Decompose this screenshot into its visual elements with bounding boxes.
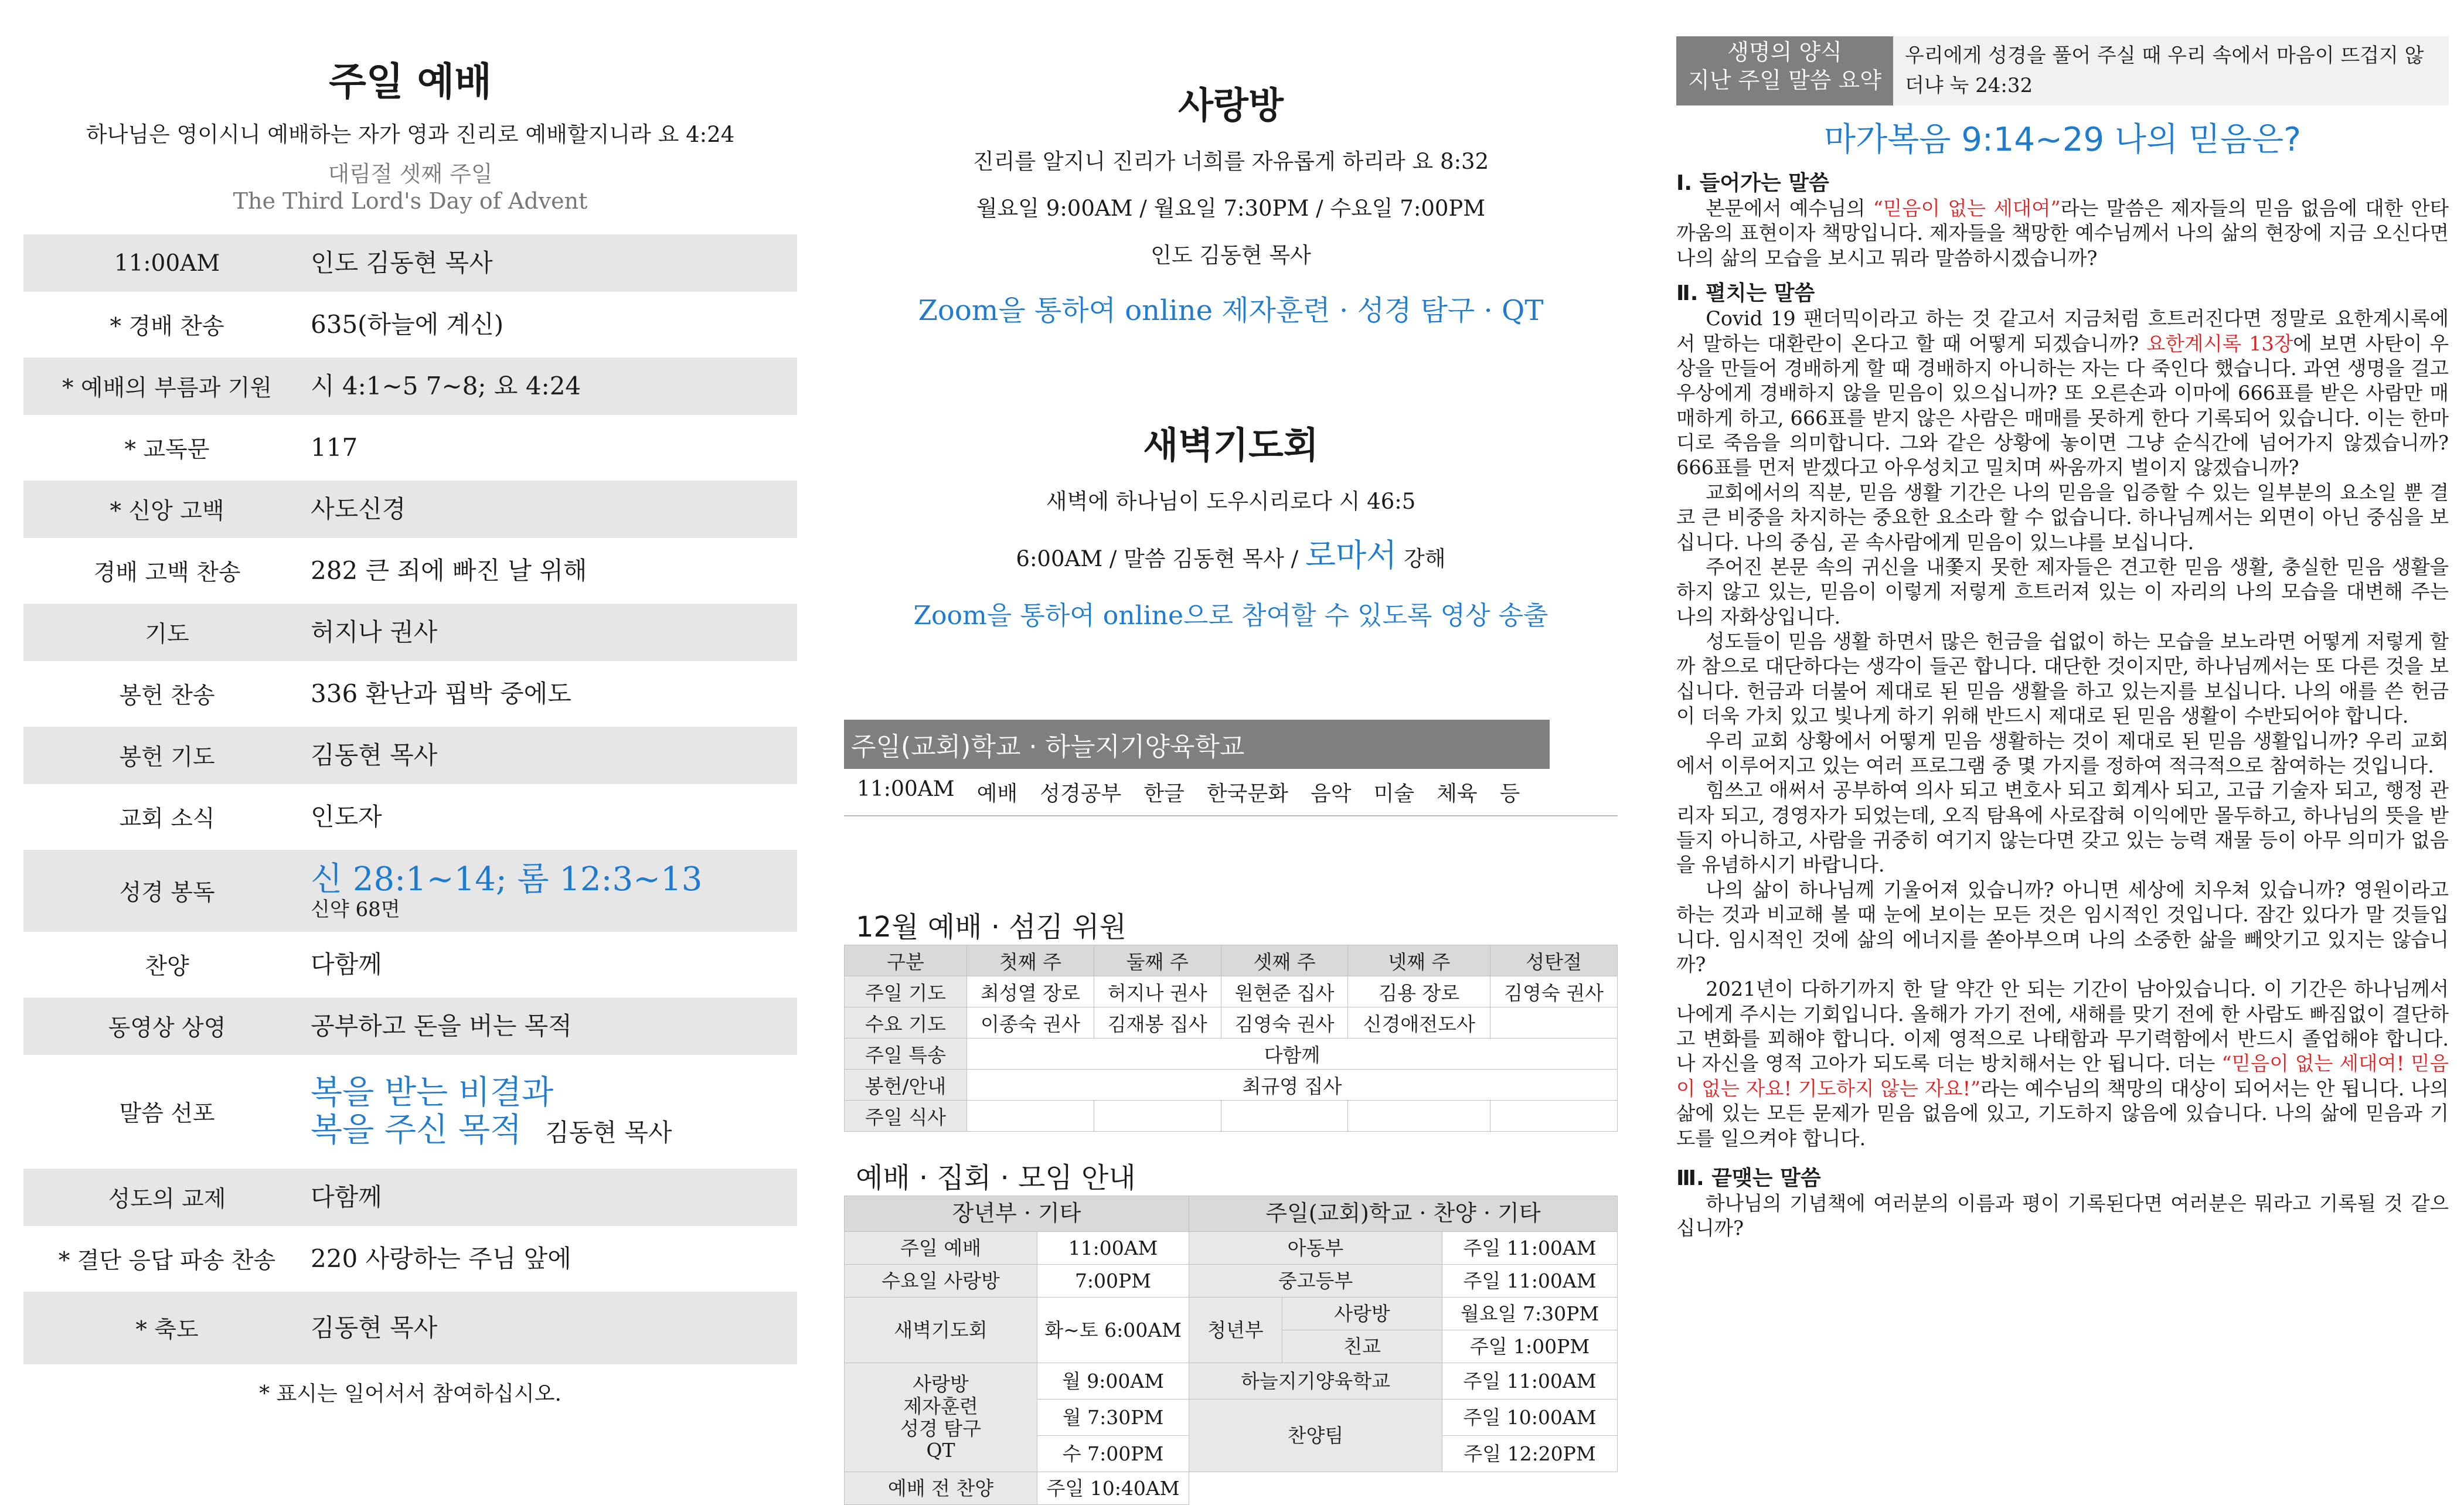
meet-time: 주일 1:00PM bbox=[1442, 1330, 1618, 1363]
meet-time: 월 7:30PM bbox=[1037, 1400, 1189, 1436]
table-row bbox=[845, 976, 1618, 1007]
para-highlight: “믿음이 없는 세대여! 믿음이 없는 자요! 기도하지 않는 자요!” bbox=[1676, 1052, 2449, 1100]
duty-cell: 주일 식사 bbox=[845, 1101, 967, 1132]
meet-label: 하늘지기양육학교 bbox=[1189, 1363, 1442, 1400]
meet-label-line: 사랑방 bbox=[913, 1372, 969, 1395]
meetings-header-left: 장년부 · 기타 bbox=[845, 1196, 1189, 1232]
order-row bbox=[23, 419, 797, 476]
meet-label: 예배 전 찬양 bbox=[845, 1472, 1037, 1505]
order-row bbox=[23, 1292, 797, 1364]
para-text: 2021년이 다하기까지 한 달 약간 안 되는 기간이 남아있습니다. 이 기간은 하나님께서 나에게 주시는 기회입니다. 올해가 가기 전에, 새해를 맞기 전에 한 사람도 빠짐없이 결단하고 변화를 꾀해야 합니다. 이제 영적으로 나태함과 무기력함에서 반드시 졸업해야 합니다. 나 자신을 영적 고아가 되도록 더는 방치해서는 안 됩니다. 더는 bbox=[1676, 978, 2449, 1075]
order-value: 공부하고 돈을 버는 목적 bbox=[311, 1012, 572, 1041]
duty-header: 넷째 주 bbox=[1348, 945, 1490, 976]
duty-header: 구분 bbox=[845, 945, 967, 976]
duty-cell: 김재봉 집사 bbox=[1094, 1007, 1221, 1038]
meet-time: 월요일 7:30PM bbox=[1442, 1298, 1618, 1330]
sermon-paragraph: 하나님의 기념책에 여러분의 이름과 평이 기록된다면 여러분은 뭐라고 기록될 것 같으십니까? bbox=[1676, 1191, 2449, 1240]
meet-label: 친교 bbox=[1282, 1330, 1442, 1363]
order-value: 117 bbox=[311, 433, 358, 462]
school-items bbox=[844, 769, 1618, 816]
meet-label-line: 성경 탐구 bbox=[900, 1417, 981, 1440]
table-row bbox=[845, 1007, 1618, 1038]
meet-label: 주일 예배 bbox=[845, 1232, 1037, 1265]
sermon-title-line1: 복을 받는 비결과 bbox=[311, 1073, 554, 1112]
order-value: 허지나 권사 bbox=[311, 618, 438, 647]
sermon-paragraph: 주어진 본문 속의 귀신을 내쫓지 못한 제자들은 견고한 믿음 생활, 충실한 믿음 생활을 하지 않고 있는, 믿음이 이렇게 저렇게 흐트러져 있는 이 자리의 나의 모습을 대변해 주는 나의 자화상입니다. bbox=[1676, 555, 2449, 628]
order-label: * 신앙 고백 bbox=[110, 498, 224, 525]
dawn-time-pre: 6:00AM / 말씀 김동현 목사 / bbox=[1016, 546, 1299, 571]
sermon-header bbox=[1676, 36, 2449, 105]
sermon-title: 마가복음 9:14~29 나의 믿음은? bbox=[1824, 121, 2301, 159]
order-row bbox=[23, 665, 797, 723]
para-highlight: 요한계시록 13장 bbox=[2146, 332, 2293, 355]
dawn-verse: 새벽에 하나님이 도우시리로다 시 46:5 bbox=[1046, 489, 1416, 514]
duty-cell: 김영숙 권사 bbox=[1490, 976, 1618, 1007]
meetings-table bbox=[844, 1196, 1618, 1505]
order-row bbox=[23, 1169, 797, 1226]
advent-week-ko: 대림절 셋째 주일 bbox=[328, 161, 493, 188]
dawn-title: 새벽기도회 bbox=[1143, 424, 1319, 467]
order-label: * 축도 bbox=[135, 1317, 199, 1344]
duty-cell bbox=[1348, 1101, 1490, 1132]
order-row bbox=[23, 296, 797, 353]
sermon-section-heading: Ⅰ. 들어가는 말씀 bbox=[1676, 171, 1829, 195]
sermon-section-heading: Ⅱ. 펼치는 말씀 bbox=[1676, 281, 1815, 306]
order-value: 인도 김동현 목사 bbox=[311, 248, 493, 278]
sarangbang-leader: 인도 김동현 목사 bbox=[1151, 243, 1311, 268]
order-value: 김동현 목사 bbox=[311, 1313, 438, 1343]
duty-cell: 다함께 bbox=[967, 1038, 1618, 1070]
sarangbang-zoom: Zoom을 통하여 online 제자훈련 · 성경 탐구 · QT bbox=[918, 294, 1544, 327]
duty-cell: 김용 장로 bbox=[1348, 976, 1490, 1007]
worship-verse: 하나님은 영이시니 예배하는 자가 영과 진리로 예배할지니라 요 4:24 bbox=[86, 122, 735, 148]
meet-label: 찬양팀 bbox=[1189, 1400, 1442, 1472]
order-label: * 경배 찬송 bbox=[110, 314, 224, 341]
sermon-header-label bbox=[1676, 36, 1893, 105]
school-item: 성경공부 bbox=[1040, 782, 1122, 806]
duty-header: 셋째 주 bbox=[1221, 945, 1348, 976]
order-label: 성도의 교제 bbox=[108, 1186, 226, 1213]
meetings-header-right: 주일(교회)학교 · 찬양 · 기타 bbox=[1189, 1196, 1618, 1232]
meet-label: 사랑방 bbox=[1282, 1298, 1442, 1330]
duty-cell: 봉헌/안내 bbox=[845, 1070, 967, 1101]
duty-cell: 김영숙 권사 bbox=[1221, 1007, 1348, 1038]
duty-cell: 최성열 장로 bbox=[967, 976, 1094, 1007]
standing-note: * 표시는 일어서서 참여하십시오. bbox=[259, 1382, 561, 1407]
duty-cell: 주일 기도 bbox=[845, 976, 967, 1007]
order-label: 교회 소식 bbox=[119, 806, 215, 833]
sermon-header-label-line2: 지난 주일 말씀 요약 bbox=[1688, 67, 1881, 93]
duty-header: 첫째 주 bbox=[967, 945, 1094, 976]
sermon-title-line2: 복을 주신 목적 bbox=[311, 1111, 522, 1150]
worship-order-list bbox=[23, 234, 797, 1364]
sermon-paragraph: 교회에서의 직분, 믿음 생활 기간은 나의 믿음을 입증할 수 있는 일부분의 요소일 뿐 결코 큰 비중을 차지하는 중요한 요소라 할 수 없습니다. 하나님께서는 외면이 아닌 중심을 보십니다. 나의 중심, 곧 속사람에게 믿음이 있느냐를 보십니다. bbox=[1676, 481, 2449, 554]
order-label: * 교독문 bbox=[124, 437, 210, 464]
order-label: 경배 고백 찬송 bbox=[93, 560, 241, 587]
order-value bbox=[311, 861, 797, 921]
sermon-paragraph: 나의 삶이 하나님께 기울어져 있습니까? 아니면 세상에 치우쳐 있습니까? 영원이라고 하는 것과 비교해 볼 때 눈에 보이는 모든 것은 임시적인 것입니다. 잠간 있다가 말 것들입니다. 임시적인 것에 삶의 에너지를 쏟아부으며 나의 소중한 삶을 빼앗기고 있지는 않습니까? bbox=[1676, 878, 2449, 976]
order-label: 11:00AM bbox=[114, 250, 220, 277]
order-value: 김동현 목사 bbox=[311, 741, 438, 770]
duty-cell: 주일 특송 bbox=[845, 1038, 967, 1070]
table-row bbox=[845, 1298, 1618, 1330]
sermon-paragraph bbox=[1676, 196, 2449, 271]
advent-week-en: The Third Lord's Day of Advent bbox=[233, 188, 588, 214]
order-row bbox=[23, 727, 797, 784]
dawn-book: 로마서 bbox=[1305, 537, 1397, 574]
worship-column bbox=[23, 59, 797, 1407]
school-item: 음악 bbox=[1310, 782, 1352, 806]
duty-cell bbox=[967, 1101, 1094, 1132]
meet-label: 수요일 사랑방 bbox=[845, 1265, 1037, 1298]
order-row bbox=[23, 604, 797, 661]
order-row bbox=[23, 481, 797, 538]
scripture-page: 신약 68면 bbox=[311, 898, 400, 922]
table-row bbox=[845, 1038, 1618, 1070]
sermon-paragraph: 우리 교회 상황에서 어떻게 믿음 생활하는 것이 제대로 된 믿음 생활입니까? 우리 교회에서 이루어지고 있는 여러 프로그램 중 몇 가지를 정하여 적극적으로 참여하는 것입니다. bbox=[1676, 729, 2449, 777]
para-text: 에 보면 사탄이 우상을 만들어 경배하게 할 때 경배하지 아니하는 자는 다 죽인다 했습니다. 과연 생명을 걸고 우상에게 경배하지 않을 믿음이 있으십니까? 또 오른손과 이마에 666표를 받은 사람만 매매하게 하고, 666표를 받지 않은 사람은 매매를 못하게 한다 기록되어 있습니다. 이는 한마디로 죽음을 의미합니다. 그와 같은 상황에 놓이면 그냥 순식간에 넘어가지 않겠습니까? 666표를 먼저 받겠다고 아우성치고 밀치며 싸움까지 벌이지 않겠습니까? bbox=[1676, 332, 2449, 479]
order-label: * 예배의 부름과 기원 bbox=[62, 375, 273, 402]
info-column bbox=[844, 76, 1618, 1505]
table-row bbox=[845, 1265, 1618, 1298]
school-item: 미술 bbox=[1373, 782, 1415, 806]
order-value: 다함께 bbox=[311, 950, 382, 979]
meetings-title: 예배 · 집회 · 모임 안내 bbox=[856, 1162, 1136, 1194]
order-row bbox=[23, 788, 797, 846]
sarangbang-verse: 진리를 알지니 진리가 너희를 자유롭게 하리라 요 8:32 bbox=[972, 149, 1489, 174]
sarangbang-title: 사랑방 bbox=[1178, 84, 1284, 127]
meet-label bbox=[845, 1363, 1037, 1472]
duty-cell: 원현준 집사 bbox=[1221, 976, 1348, 1007]
duty-cell: 허지나 권사 bbox=[1094, 976, 1221, 1007]
table-row bbox=[845, 1101, 1618, 1132]
order-row-sermon bbox=[23, 1059, 797, 1164]
school-item: 예배 bbox=[976, 782, 1018, 806]
para-highlight: “믿음이 없는 세대여” bbox=[1873, 197, 2061, 220]
order-value bbox=[311, 1074, 797, 1150]
meet-time: 주일 11:00AM bbox=[1442, 1232, 1618, 1265]
meet-time: 7:00PM bbox=[1037, 1265, 1189, 1298]
school-item: 11:00AM bbox=[857, 777, 955, 801]
para-text: 라는 말씀은 제자들의 믿음 없음에 대한 안타까움의 표현이자 책망입니다. 제자들을 책망한 예수님께서 나의 삶의 현장에 지금 오신다면 나의 삶의 모습을 보시고 뭐라 말씀하시겠습니까? bbox=[1676, 197, 2449, 270]
scripture-reference: 신 28:1~14; 롬 12:3~13 bbox=[311, 860, 703, 898]
para-text: 라는 예수님의 책망의 대상이 되어서는 안 됩니다. 나의 삶에 있는 모든 문제가 믿음 없음에 있고, 기도하지 않음에 있습니다. 나의 삶에 믿음과 기도를 일으켜야 합니다. bbox=[1676, 1077, 2449, 1150]
meet-label: 중고등부 bbox=[1189, 1265, 1442, 1298]
table-row bbox=[845, 1363, 1618, 1400]
para-text: Covid 19 팬더믹이라고 하는 것 같고서 지금처럼 흐트러진다면 정말로 요한계시록에서 말하는 대환란이 온다고 할 때 어떻게 되겠습니까? bbox=[1676, 307, 2449, 355]
order-label: 말씀 선포 bbox=[119, 1101, 215, 1128]
order-row-scripture bbox=[23, 850, 797, 932]
meet-time: 월 9:00AM bbox=[1037, 1363, 1189, 1400]
order-value: 220 사랑하는 주님 앞에 bbox=[311, 1244, 571, 1274]
dawn-time bbox=[844, 530, 1618, 576]
sermon-header-label-line1: 생명의 양식 bbox=[1727, 39, 1842, 65]
duty-title: 12월 예배 · 섬김 위원 bbox=[856, 911, 1127, 944]
sermon-paragraph bbox=[1676, 977, 2449, 1151]
dawn-zoom: Zoom을 통하여 online으로 참여할 수 있도록 영상 송출 bbox=[913, 601, 1548, 631]
order-label: 봉헌 기도 bbox=[119, 744, 215, 771]
table-row bbox=[845, 1472, 1618, 1505]
meet-time: 수 7:00PM bbox=[1037, 1436, 1189, 1472]
table-row bbox=[845, 1070, 1618, 1101]
duty-cell bbox=[1490, 1007, 1618, 1038]
meet-label-line: 제자훈련 bbox=[903, 1394, 978, 1418]
meet-time: 주일 10:00AM bbox=[1442, 1400, 1618, 1436]
order-label: 기도 bbox=[145, 621, 189, 648]
table-row bbox=[845, 1232, 1618, 1265]
order-label: 성경 봉독 bbox=[119, 880, 215, 907]
sermon-paragraph bbox=[1676, 307, 2449, 481]
order-row bbox=[23, 936, 797, 993]
order-row bbox=[23, 542, 797, 600]
order-row bbox=[23, 997, 797, 1055]
sermon-section-heading: Ⅲ. 끝맺는 말씀 bbox=[1676, 1166, 1821, 1190]
order-value: 336 환난과 핍박 중에도 bbox=[311, 679, 571, 709]
school-title: 주일(교회)학교 · 하늘지기양육학교 bbox=[844, 720, 1550, 769]
order-label: 동영상 상영 bbox=[108, 1015, 226, 1042]
sermon-paragraph: 힘쓰고 애써서 공부하여 의사 되고 변호사 되고 회계사 되고, 고급 기술자 되고, 행정 관리자 되고, 경영자가 되었는데, 오직 탐욕에 사로잡혀 이익에만 몰두하고, 하나님의 뜻을 받들지 아니하고, 사람을 귀중히 여기지 않는다면 갖고 있는 능력 재물 등이 아무 의미가 없음을 유념하시기 바랍니다. bbox=[1676, 779, 2449, 877]
school-item: 한글 bbox=[1143, 782, 1185, 806]
sarangbang-times: 월요일 9:00AM / 월요일 7:30PM / 수요일 7:00PM bbox=[976, 196, 1486, 221]
meet-time: 주일 11:00AM bbox=[1442, 1363, 1618, 1400]
meet-time: 주일 10:40AM bbox=[1037, 1472, 1189, 1505]
duty-cell: 신경애전도사 bbox=[1348, 1007, 1490, 1038]
meet-label: 청년부 bbox=[1189, 1298, 1282, 1363]
dawn-time-post: 강해 bbox=[1404, 546, 1446, 571]
order-row bbox=[23, 234, 797, 292]
school-item: 등 bbox=[1499, 782, 1520, 806]
duty-cell bbox=[1221, 1101, 1348, 1132]
order-value: 인도자 bbox=[311, 802, 382, 832]
order-row bbox=[23, 1230, 797, 1288]
meet-time: 11:00AM bbox=[1037, 1232, 1189, 1265]
school-item: 한국문화 bbox=[1206, 782, 1288, 806]
sermon-paragraph: 성도들이 믿음 생활 하면서 많은 헌금을 쉽없이 하는 모습을 보노라면 어떻게 저렇게 할까 참으로 대단하다는 생각이 들곤 합니다. 대단한 것이지만, 하나님께서는 또 다른 것을 보십니다. 헌금과 더불어 제대로 된 믿음 생활을 하고 있는지를 보십니다. 나의 애를 쓴 헌금이 더욱 가치 있고 빛나게 하기 위해 반드시 제대로 된 믿음 생활이 수반되어야 합니다. bbox=[1676, 630, 2449, 728]
meet-time: 주일 12:20PM bbox=[1442, 1436, 1618, 1472]
duty-cell: 최규영 집사 bbox=[967, 1070, 1618, 1101]
duty-table bbox=[844, 945, 1618, 1132]
meet-label-line: QT bbox=[926, 1439, 955, 1462]
duty-header: 성탄절 bbox=[1490, 945, 1618, 976]
sermon-column bbox=[1676, 36, 2449, 1241]
meet-time: 주일 11:00AM bbox=[1442, 1265, 1618, 1298]
meetings-header-row bbox=[845, 1196, 1618, 1232]
meet-empty bbox=[1189, 1472, 1618, 1505]
order-label: 찬양 bbox=[145, 954, 189, 980]
worship-title: 주일 예배 bbox=[328, 59, 492, 104]
order-value: 시 4:1~5 7~8; 요 4:24 bbox=[311, 372, 581, 401]
order-value: 635(하늘에 계신) bbox=[311, 310, 504, 339]
meet-label: 아동부 bbox=[1189, 1232, 1442, 1265]
duty-cell bbox=[1490, 1101, 1618, 1132]
duty-cell: 수요 기도 bbox=[845, 1007, 967, 1038]
meet-label: 새벽기도회 bbox=[845, 1298, 1037, 1363]
duty-header-row bbox=[845, 945, 1618, 976]
sermon-header-verse: 우리에게 성경을 풀어 주실 때 우리 속에서 마음이 뜨겁지 않더냐 눅 24:32 bbox=[1893, 36, 2449, 105]
para-text: 본문에서 예수님의 bbox=[1706, 197, 1873, 220]
order-label: 봉헌 찬송 bbox=[119, 683, 215, 710]
order-value: 282 큰 죄에 빠진 날 위해 bbox=[311, 556, 587, 585]
duty-cell: 이종숙 권사 bbox=[967, 1007, 1094, 1038]
duty-header: 둘째 주 bbox=[1094, 945, 1221, 976]
order-value: 다함께 bbox=[311, 1183, 382, 1212]
meet-time: 화~토 6:00AM bbox=[1037, 1298, 1189, 1363]
order-row bbox=[23, 357, 797, 415]
sermon-preacher: 김동현 목사 bbox=[545, 1118, 672, 1148]
duty-cell bbox=[1094, 1101, 1221, 1132]
school-item: 체육 bbox=[1437, 782, 1478, 806]
order-label: * 결단 응답 파송 찬송 bbox=[58, 1248, 276, 1275]
order-value: 사도신경 bbox=[311, 495, 406, 524]
